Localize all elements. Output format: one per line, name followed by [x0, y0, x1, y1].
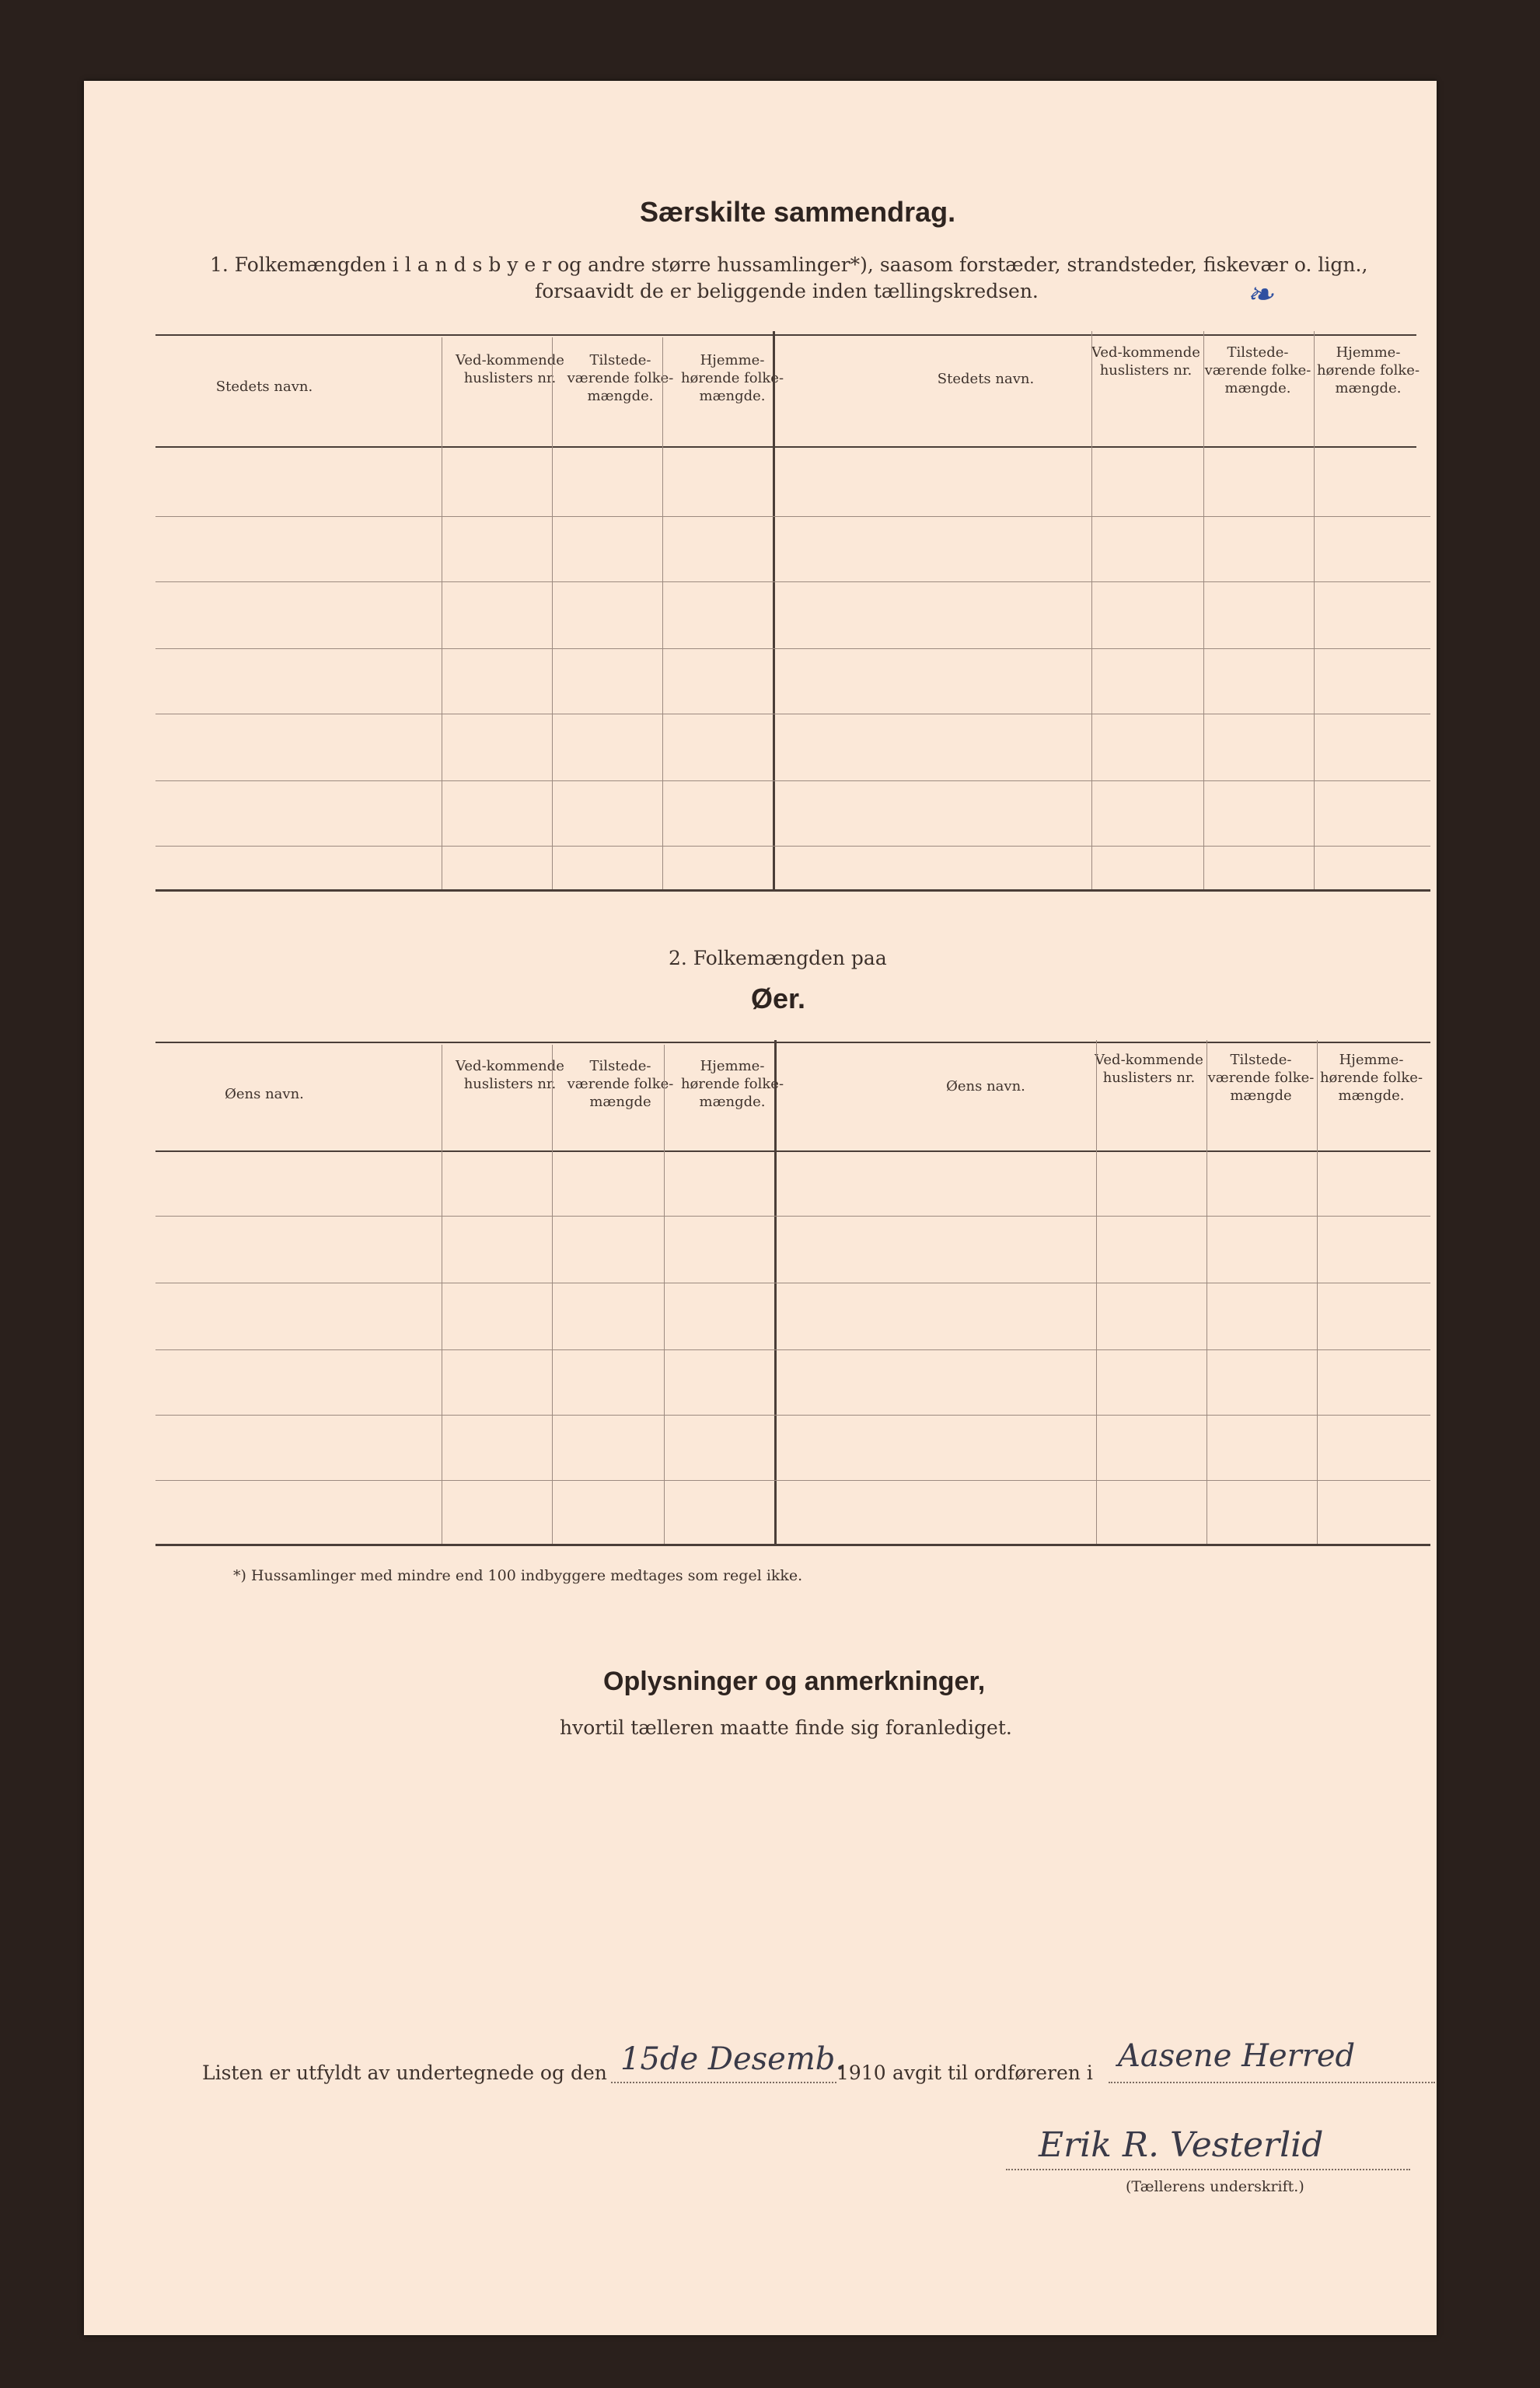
footnote: *) Hussamlinger med mindre end 100 indbyggere medtages som regel ikke.	[233, 1567, 803, 1584]
table-row	[155, 581, 1430, 582]
date-handwritten: 15de Desemb.	[620, 2041, 846, 2077]
remarks-subtitle: hvortil tælleren maatte finde sig foranlediget.	[560, 1716, 1012, 1739]
ink-blot: ❧	[1246, 275, 1274, 313]
remarks-title: Oplysninger og anmerkninger,	[603, 1667, 986, 1696]
table-row	[155, 1480, 1430, 1481]
header-list-no-left: Ved-kommende huslisters nr.	[456, 352, 564, 386]
section1-line2: forsaavidt de er beliggende inden tællingskredsen.	[535, 280, 1039, 302]
municipality-handwritten: Aasene Herred	[1118, 2038, 1356, 2074]
header-present-right: Tilstede-værende folke-mængde.	[1204, 344, 1311, 396]
table-row	[155, 1216, 1430, 1217]
header-place-name-right: Stedets navn.	[937, 371, 1035, 387]
signature-prefix: Listen er utfyldt av undertegnede og den	[202, 2062, 607, 2084]
table-row	[155, 1415, 1430, 1416]
table-row	[155, 516, 1430, 517]
table-row	[155, 846, 1430, 847]
header-list-no-left-2: Ved-kommende huslisters nr.	[456, 1058, 564, 1092]
signature-middle: avgit til ordføreren i	[892, 2062, 1093, 2084]
header-list-no-right-2: Ved-kommende huslisters nr.	[1095, 1052, 1203, 1086]
header-present-right-2: Tilstede-værende folke-mængde	[1207, 1052, 1315, 1104]
census-form-page	[84, 81, 1437, 2335]
table-row	[155, 648, 1430, 649]
header-resident-left-2: Hjemme-hørende folke-mængde.	[680, 1058, 784, 1110]
header-present-left-2: Tilstede-værende folke-mængde	[567, 1058, 674, 1110]
section2-line1: 2. Folkemængden paa	[669, 947, 887, 969]
signer-handwritten: Erik R. Vesterlid	[1039, 2125, 1324, 2165]
header-list-no-right: Ved-kommende huslisters nr.	[1091, 344, 1200, 379]
header-island-name-right: Øens navn.	[946, 1078, 1025, 1094]
header-resident-right: Hjemme-hørende folke-mængde.	[1316, 344, 1420, 396]
section1-line1: 1. Folkemængden i l a n d s b y e r og andre større hussamlinger*), saasom forstæder, strandsteder, fiskevær o. lign.,	[210, 253, 1368, 276]
signature-year: 1910	[836, 2062, 886, 2084]
header-resident-left: Hjemme-hørende folke-mængde.	[680, 352, 784, 404]
header-present-left: Tilstede-værende folke-mængde.	[567, 352, 674, 404]
section2-heading: Øer.	[751, 983, 806, 1014]
section-title: Særskilte sammendrag.	[640, 196, 956, 228]
table-row	[155, 780, 1430, 781]
header-place-name-left: Stedets navn.	[215, 379, 313, 395]
header-island-name-left: Øens navn.	[225, 1086, 304, 1102]
signer-caption: (Tællerens underskrift.)	[1126, 2178, 1304, 2195]
table-row	[155, 1349, 1430, 1350]
header-resident-right-2: Hjemme-hørende folke-mængde.	[1319, 1052, 1423, 1104]
